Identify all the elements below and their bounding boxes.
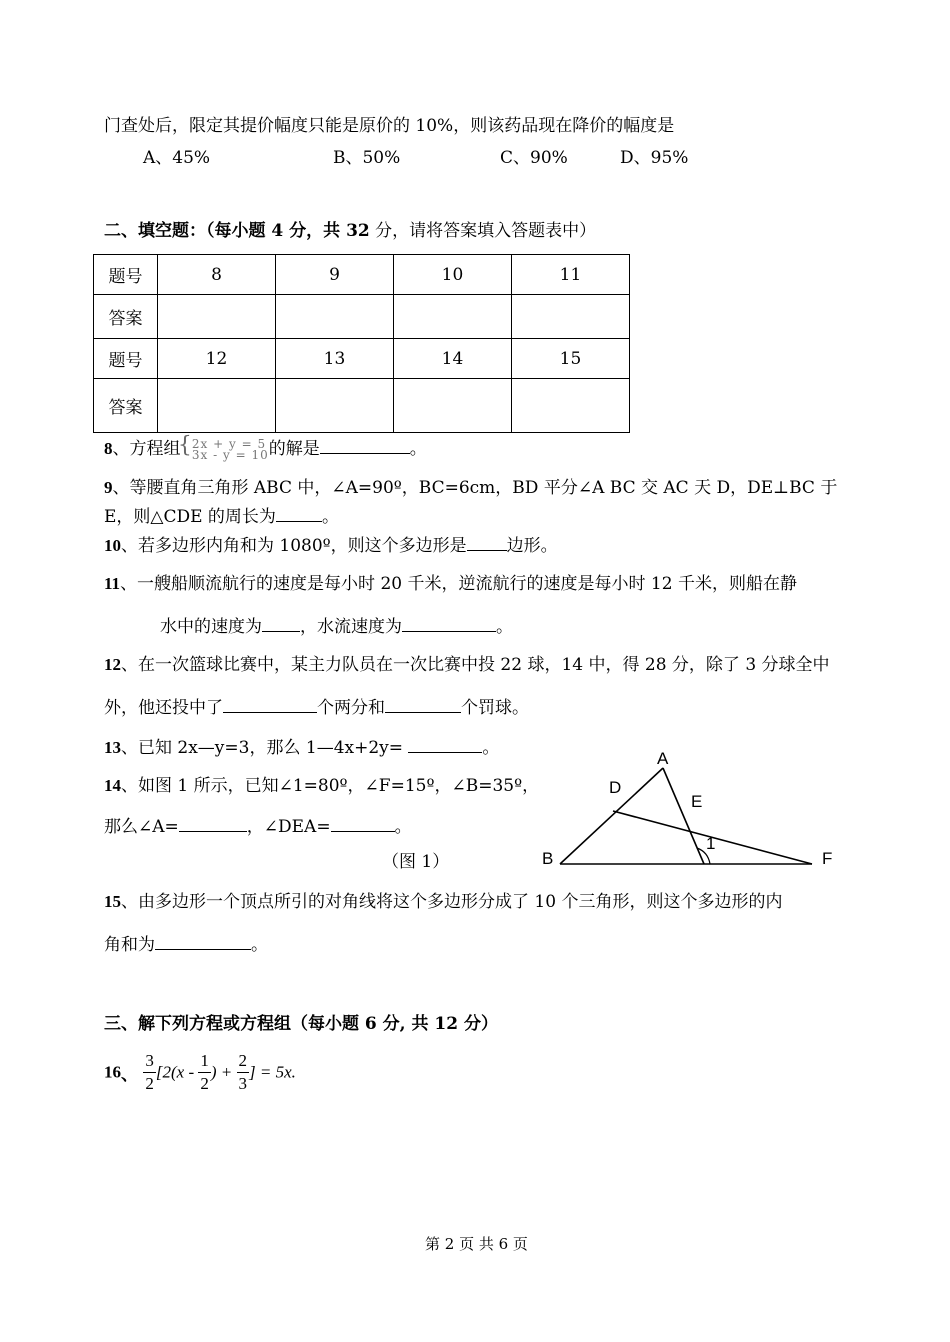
- page-footer: 第 2 页 共 6 页: [425, 1235, 528, 1253]
- point-e-label: E: [691, 792, 703, 811]
- angle-1-label: 1: [706, 834, 716, 853]
- question-number: 13: [104, 738, 121, 757]
- answer-blank[interactable]: [385, 696, 461, 713]
- q7-option-b: B、50%: [333, 148, 401, 168]
- answer-table: [93, 254, 630, 433]
- equation-system: { 2x + y = 5 3x - y = 10: [177, 432, 269, 462]
- table-number-12: 12: [158, 339, 276, 379]
- q11-line1: 、一艘船顺流航行的速度是每小时 20 千米，逆流航行的速度是每小时 12 千米，则船在静: [120, 574, 797, 594]
- q11-line2b: ，水流速度为: [300, 617, 402, 637]
- q11-end: 。: [496, 617, 513, 637]
- point-f-label: F: [822, 849, 833, 868]
- answer-blank[interactable]: [155, 933, 251, 950]
- question-16: [104, 1050, 296, 1095]
- fraction-3-2: $\frac{3}{2}$: [145, 1051, 154, 1093]
- q15-line1: 、由多边形一个顶点所引的对角线将这个多边形分成了 10 个三角形，则这个多边形的内: [121, 892, 783, 912]
- q8-text-after: 的解是: [268, 439, 320, 459]
- answer-blank[interactable]: [331, 815, 395, 832]
- figure-1-diagram: [540, 748, 840, 878]
- equation-1: 2x + y = 5: [191, 436, 267, 451]
- q14-line2a: 那么∠A=: [104, 817, 179, 837]
- question-12-line2: [104, 696, 529, 719]
- table-number-11: 11: [512, 255, 630, 295]
- q16-expr-3: ] = 5x.: [249, 1062, 296, 1082]
- question-15-line2: [104, 933, 268, 956]
- q8-end: 。: [409, 439, 427, 459]
- table-answer-cell[interactable]: [158, 295, 276, 339]
- answer-blank[interactable]: [262, 615, 300, 632]
- q12-line2a: 外，他还投中了: [104, 698, 223, 718]
- table-label-answer: 答案: [94, 379, 158, 433]
- table-label-number: 题号: [94, 255, 158, 295]
- question-11: [104, 573, 797, 595]
- table-label-answer: 答案: [94, 295, 158, 339]
- question-number: 14: [104, 776, 121, 795]
- point-d-label: D: [609, 778, 622, 797]
- q13-end: 。: [482, 738, 500, 758]
- table-number-14: 14: [394, 339, 512, 379]
- section2-heading-bold: 二、填空题：（每小题 4 分，共 32: [104, 221, 370, 241]
- question-15: [104, 891, 782, 913]
- segment-ac: [663, 768, 704, 864]
- question-14: [104, 775, 539, 797]
- q9-end: 。: [321, 507, 339, 527]
- q11-line2a: 水中的速度为: [160, 617, 262, 637]
- question-number: 15: [104, 892, 121, 911]
- question-9-line2: [104, 505, 339, 528]
- fraction-2-3: $\frac{2}{3}$: [238, 1051, 248, 1093]
- q7-option-c: C、90%: [500, 148, 568, 168]
- answer-blank[interactable]: [320, 437, 410, 454]
- section2-heading: [104, 220, 596, 242]
- table-number-15: 15: [512, 339, 630, 379]
- table-answer-cell[interactable]: [158, 379, 276, 433]
- table-answer-cell[interactable]: [512, 379, 630, 433]
- question-number: 9: [104, 478, 113, 497]
- q10-text: 、若多边形内角和为 1080º，则这个多边形是: [121, 536, 467, 556]
- answer-blank[interactable]: [276, 505, 322, 522]
- question-13: [104, 736, 499, 759]
- question-number: 12: [104, 655, 121, 674]
- table-answer-cell[interactable]: [512, 295, 630, 339]
- q14-line1: 、如图 1 所示，已知∠1=80º，∠F=15º，∠B=35º，: [121, 776, 540, 796]
- question-number: 10: [104, 536, 121, 555]
- table-answer-cell[interactable]: [394, 379, 512, 433]
- figure-caption: （图 1）: [382, 852, 450, 872]
- table-number-8: 8: [158, 255, 276, 295]
- equation-2: 3x - y = 10: [191, 447, 269, 462]
- question-12: [104, 654, 830, 676]
- point-b-label: B: [542, 849, 554, 868]
- section3-heading: 三、解下列方程或方程组（每小题 6 分, 共 12 分）: [104, 1014, 498, 1034]
- q16-sep: 、: [121, 1065, 138, 1085]
- answer-blank[interactable]: [223, 696, 317, 713]
- q14-line2b: ，∠DEA=: [246, 817, 331, 837]
- answer-blank[interactable]: [179, 815, 247, 832]
- table-answer-cell[interactable]: [394, 295, 512, 339]
- question-8: [104, 432, 427, 462]
- q12-line1: 、在一次篮球比赛中，某主力队员在一次比赛中投 22 球，14 中，得 28 分，除了 3 分球全中: [121, 655, 830, 675]
- table-answer-cell[interactable]: [276, 295, 394, 339]
- q12-end: 个罚球。: [461, 698, 529, 718]
- question-number: 11: [104, 574, 121, 593]
- question-number: 8: [104, 439, 113, 458]
- q10-end: 边形。: [506, 536, 558, 556]
- table-number-10: 10: [394, 255, 512, 295]
- table-number-13: 13: [276, 339, 394, 379]
- q8-text: 、方程组: [112, 439, 181, 459]
- table-number-9: 9: [276, 255, 394, 295]
- question-number: 16: [104, 1062, 121, 1082]
- q16-expr-1: [2(x -: [155, 1062, 199, 1082]
- table-answer-cell[interactable]: [276, 379, 394, 433]
- q9-line1: 、等腰直角三角形 ABC 中，∠A=90º，BC=6cm，BD 平分∠A BC 交 AC 天 D，DE⊥BC 于: [112, 478, 838, 498]
- fraction-1-2: $\frac{1}{2}$: [200, 1051, 209, 1093]
- answer-blank[interactable]: [402, 615, 496, 632]
- q16-expr-2: ) +: [210, 1062, 237, 1082]
- question-11-line2: [160, 615, 513, 638]
- question-14-line2: [104, 815, 412, 838]
- q15-end: 。: [251, 935, 268, 955]
- answer-blank[interactable]: [467, 534, 507, 551]
- q7-option-d: D、95%: [620, 148, 689, 168]
- q13-text: 、已知 2x—y=3，那么 1—4x+2y=: [121, 738, 404, 758]
- q15-line2: 角和为: [104, 935, 155, 955]
- q9-line2: E，则△CDE 的周长为: [104, 507, 276, 527]
- q7-continuation: 门查处后，限定其提价幅度只能是原价的 10%，则该药品现在降价的幅度是: [104, 116, 675, 136]
- answer-blank[interactable]: [408, 736, 482, 753]
- point-a-label: A: [657, 749, 669, 768]
- q14-end: 。: [394, 817, 412, 837]
- question-10: [104, 534, 558, 557]
- q12-line2b: 个两分和: [317, 698, 385, 718]
- table-label-number: 题号: [94, 339, 158, 379]
- q7-option-a: A、45%: [143, 148, 211, 168]
- section2-heading-rest: 分，请将答案填入答题表中）: [375, 221, 597, 241]
- question-9: [104, 477, 837, 499]
